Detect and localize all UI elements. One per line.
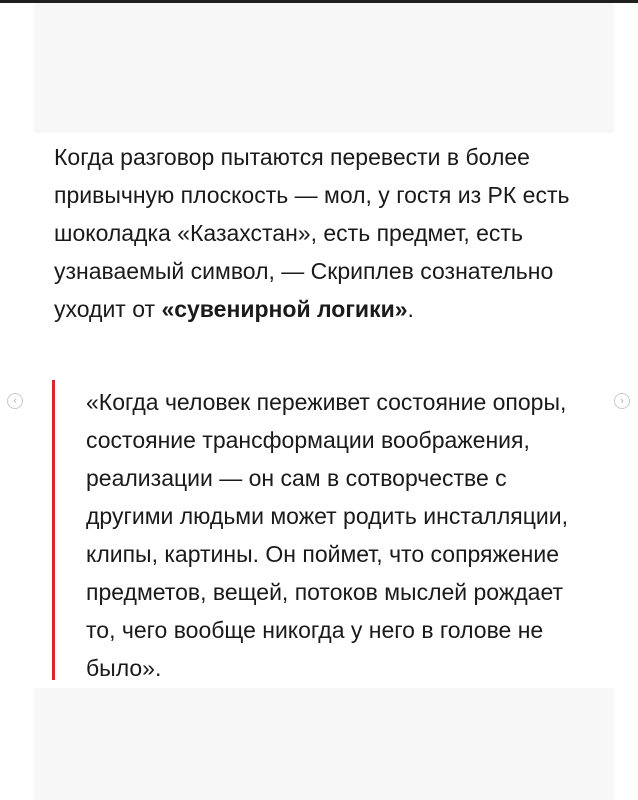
quote-accent-bar	[52, 380, 55, 680]
carousel-prev-button[interactable]	[7, 393, 23, 409]
paragraph-bold-phrase: «сувенирной логики»	[161, 296, 408, 322]
chevron-left-icon: ‹	[12, 394, 18, 407]
media-placeholder-top	[34, 3, 614, 133]
carousel-next-button[interactable]	[614, 393, 630, 409]
paragraph-end: .	[407, 296, 414, 322]
media-placeholder-bottom	[34, 688, 614, 800]
article-paragraph	[54, 138, 594, 328]
blockquote-text: «Когда человек переживет состояние опоры, состояние трансформации воображения, реализации — он сам в сотворчестве с другими людьми может родить инсталляции, клипы, картины. Он поймет, что сопряжение предметов, вещей, потоков мыслей рождает то, чего вообще никогда у него в голове не было».	[86, 389, 568, 681]
paragraph-text: Когда разговор пытаются перевести в более привычную плоскость — мол, у гостя из РК есть шоколадка «Казахстан», есть предмет, есть узнаваемый символ, — Скриплев сознательно уходит от	[54, 144, 570, 322]
chevron-right-icon: ›	[619, 394, 625, 407]
